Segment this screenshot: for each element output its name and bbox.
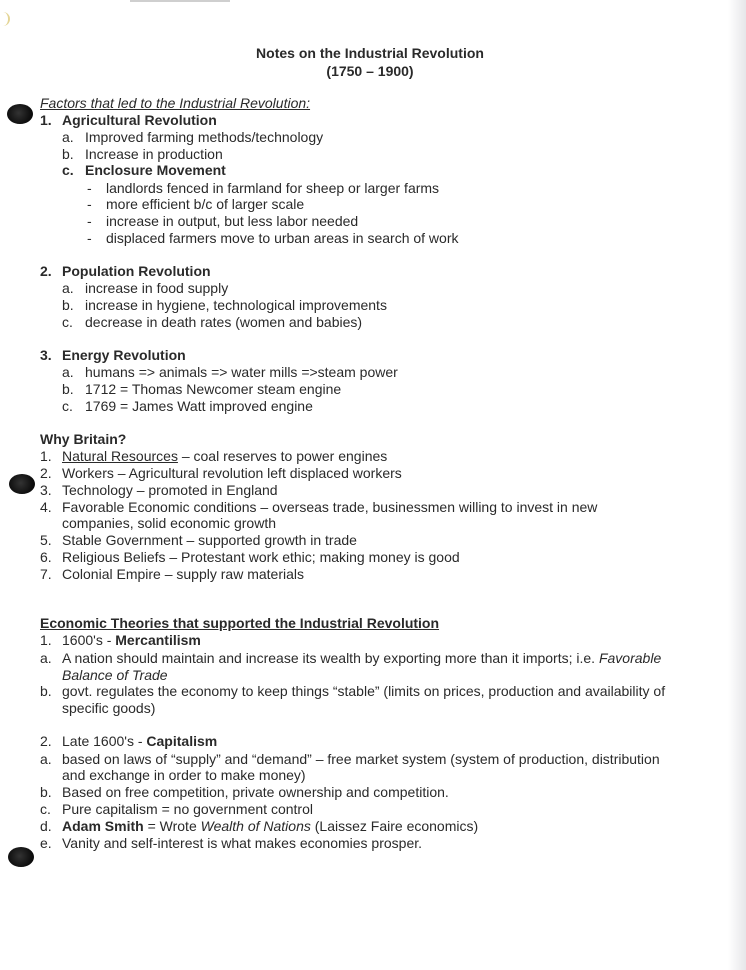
population-item-label: b. (62, 297, 74, 313)
capitalism-e: Vanity and self-interest is what makes economies prosper. (62, 835, 423, 851)
enclosure-title: Enclosure Movement (85, 162, 226, 178)
population-number: 2. (40, 263, 52, 279)
theory-number: 1. (40, 632, 52, 648)
agri-number: 1. (40, 112, 52, 128)
bullet-dash: - (87, 213, 92, 229)
britain-reason-6: Religious Beliefs – Protestant work ethic; making money is good (62, 549, 460, 565)
adam-smith-rest: (Laissez Faire economics) (310, 818, 479, 834)
agri-item-label: b. (62, 146, 74, 162)
mercantilism-b-line2: specific goods) (62, 700, 156, 716)
natural-resources-desc: – coal reserves to power engines (177, 448, 388, 464)
capitalism-period: Late 1600's - (62, 733, 147, 749)
theory-item-label: c. (40, 801, 51, 817)
enclosure-bullet: more efficient b/c of larger scale (106, 196, 305, 212)
britain-number: 2. (40, 465, 52, 481)
energy-title: Energy Revolution (62, 347, 186, 363)
theory-number: 2. (40, 733, 52, 749)
britain-reason-5: Stable Government – supported growth in trade (62, 532, 357, 548)
enclosure-bullet: displaced farmers move to urban areas in search of work (106, 230, 459, 246)
capitalism-d (62, 818, 478, 835)
factors-heading: Factors that led to the Industrial Revolution: (40, 95, 311, 111)
population-title: Population Revolution (62, 263, 211, 279)
mercantilism-a-line2: Balance of Trade (62, 667, 168, 683)
population-item-text: increase in food supply (85, 280, 229, 296)
capitalism-a-line1: based on laws of “supply” and “demand” – free market system (system of production, distribution (62, 751, 660, 767)
population-item-label: a. (62, 280, 74, 296)
enclosure-bullet: increase in output, but less labor needed (106, 213, 359, 229)
bullet-dash: - (87, 180, 92, 196)
theories-heading: Economic Theories that supported the Industrial Revolution (40, 615, 440, 631)
hole-punch-bottom (8, 847, 34, 867)
agri-item-text: Increase in production (85, 146, 223, 162)
energy-item-text: humans => animals => water mills =>steam power (85, 364, 398, 380)
page-title: Notes on the Industrial Revolution (256, 45, 484, 61)
agri-item-label: a. (62, 129, 74, 145)
britain-reason-3: Technology – promoted in England (62, 482, 278, 498)
page-edge-shadow (728, 0, 746, 970)
favorable-term: Favorable (598, 650, 662, 666)
britain-reason-4-line2: companies, solid economic growth (62, 515, 276, 531)
theory-item-label: b. (40, 784, 52, 800)
adam-smith-mid: = Wrote (143, 818, 201, 834)
britain-number: 1. (40, 448, 52, 464)
mercantilism-name: Mercantilism (115, 632, 201, 648)
britain-number: 7. (40, 566, 52, 582)
theory-item-label: a. (40, 650, 52, 666)
britain-number: 6. (40, 549, 52, 565)
mercantilism-b-line1: govt. regulates the economy to keep things “stable” (limits on prices, production and availability of (62, 683, 666, 699)
theory-item-label: e. (40, 835, 52, 851)
hole-punch-middle (9, 474, 35, 494)
theory-item-label: b. (40, 683, 52, 699)
mercantilism-period: 1600's - (62, 632, 116, 648)
page-dates: (1750 – 1900) (326, 63, 414, 79)
britain-reason-2: Workers – Agricultural revolution left displaced workers (62, 465, 402, 481)
population-item-label: c. (62, 314, 73, 330)
britain-heading: Why Britain? (40, 431, 127, 447)
agri-title: Agricultural Revolution (62, 112, 217, 128)
adam-smith-name: Adam Smith (62, 818, 144, 834)
mercantilism-a-text: A nation should maintain and increase its wealth by exporting more than it imports; i.e. (62, 650, 599, 666)
wealth-of-nations-title: Wealth of Nations (200, 818, 311, 834)
britain-reason-1 (62, 448, 387, 465)
energy-item-label: b. (62, 381, 74, 397)
bullet-dash: - (87, 230, 92, 246)
britain-reason-4-line1: Favorable Economic conditions – overseas trade, businessmen willing to invest in new (62, 499, 598, 515)
britain-number: 5. (40, 532, 52, 548)
hole-punch-top (7, 104, 33, 124)
staple-mark (0, 12, 10, 26)
energy-item-text: 1769 = James Watt improved engine (85, 398, 313, 414)
britain-reason-7: Colonial Empire – supply raw materials (62, 566, 304, 582)
energy-item-label: c. (62, 398, 73, 414)
capitalism-title (62, 733, 217, 750)
britain-number: 4. (40, 499, 52, 515)
capitalism-b: Based on free competition, private ownership and competition. (62, 784, 449, 800)
bullet-dash: - (87, 196, 92, 212)
natural-resources-term: Natural Resources (62, 448, 178, 464)
population-item-text: increase in hygiene, technological improvements (85, 297, 387, 313)
energy-item-label: a. (62, 364, 74, 380)
enclosure-label: c. (62, 162, 74, 178)
enclosure-bullet: landlords fenced in farmland for sheep or larger farms (106, 180, 440, 196)
energy-number: 3. (40, 347, 52, 363)
energy-item-text: 1712 = Thomas Newcomer steam engine (85, 381, 342, 397)
mercantilism-a-line1 (62, 650, 661, 667)
scan-artifact-line (130, 0, 230, 2)
capitalism-name: Capitalism (146, 733, 218, 749)
mercantilism-title (62, 632, 201, 649)
theory-item-label: a. (40, 751, 52, 767)
capitalism-c: Pure capitalism = no government control (62, 801, 313, 817)
population-item-text: decrease in death rates (women and babies) (85, 314, 363, 330)
britain-number: 3. (40, 482, 52, 498)
agri-item-text: Improved farming methods/technology (85, 129, 324, 145)
capitalism-a-line2: and exchange in order to make money) (62, 767, 306, 783)
theory-item-label: d. (40, 818, 52, 834)
